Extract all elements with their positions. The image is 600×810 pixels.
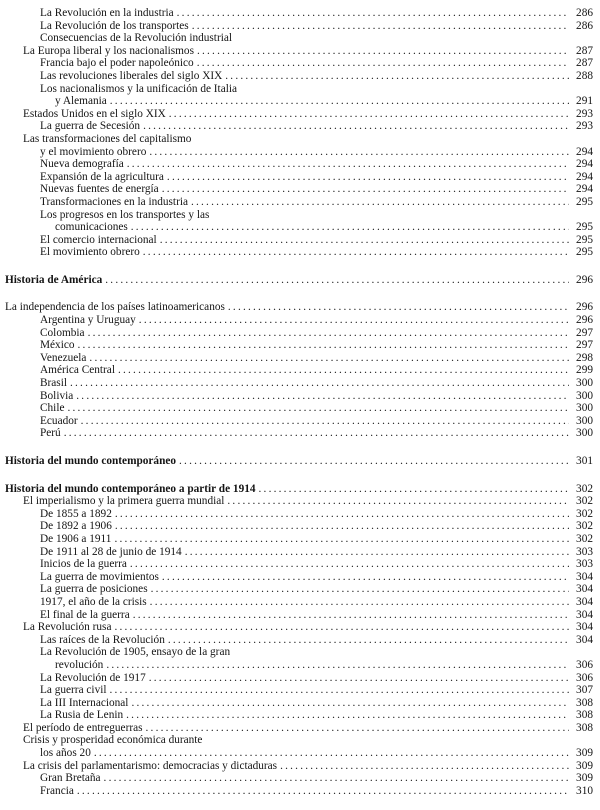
toc-entry-title: El final de la guerra bbox=[40, 608, 130, 621]
dot-leader bbox=[168, 634, 569, 647]
toc-entry-page: 294 bbox=[576, 158, 593, 171]
toc-entry-page: 293 bbox=[576, 107, 593, 120]
toc-entry bbox=[5, 415, 593, 428]
toc-entry bbox=[5, 558, 593, 571]
toc-entry-page: 303 bbox=[576, 545, 593, 558]
dot-leader bbox=[151, 583, 569, 596]
toc-entry bbox=[5, 659, 593, 672]
toc-entry bbox=[5, 427, 593, 440]
toc-entry-page: 304 bbox=[576, 633, 593, 646]
toc-entry bbox=[5, 596, 593, 609]
toc-entry bbox=[5, 146, 593, 159]
dot-leader bbox=[89, 352, 569, 365]
toc-entry-page: 308 bbox=[576, 709, 593, 722]
toc-entry bbox=[5, 609, 593, 622]
toc-entry bbox=[5, 684, 593, 697]
toc-entry bbox=[5, 621, 593, 634]
toc-entry bbox=[5, 772, 593, 785]
toc-entry-title: La Revolución rusa bbox=[23, 621, 112, 634]
toc-entry bbox=[5, 32, 593, 45]
toc-entry-title: 1917, el año de la crisis bbox=[40, 595, 147, 608]
dot-leader bbox=[191, 196, 569, 209]
toc-entry-page: 302 bbox=[576, 532, 593, 545]
dot-leader bbox=[104, 772, 569, 785]
toc-entry-title: Nueva demografía bbox=[40, 158, 124, 171]
toc-entry-title: El movimiento obrero bbox=[40, 246, 140, 259]
toc-entry bbox=[5, 785, 593, 798]
dot-leader bbox=[114, 621, 569, 634]
toc-entry-page: 295 bbox=[576, 195, 593, 208]
dot-leader bbox=[160, 234, 569, 247]
toc-entry bbox=[5, 734, 593, 747]
dot-leader bbox=[179, 455, 569, 468]
dot-leader bbox=[228, 301, 569, 314]
toc-entry-page: 309 bbox=[576, 759, 593, 772]
dot-leader bbox=[130, 558, 569, 571]
toc-entry-page: 286 bbox=[576, 7, 593, 19]
toc-entry bbox=[5, 483, 593, 496]
toc-entry-title: Historia de América bbox=[5, 273, 103, 286]
toc-entry bbox=[5, 95, 593, 108]
toc-entry-page: 291 bbox=[576, 95, 593, 108]
toc-entry bbox=[5, 246, 593, 259]
toc-entry-page: 300 bbox=[576, 377, 593, 390]
toc-entry-title: De 1892 a 1906 bbox=[40, 520, 112, 533]
toc-entry-title: La independencia de los países latinoamericanos bbox=[5, 301, 225, 314]
toc-entry bbox=[5, 183, 593, 196]
toc-entry-title: Ecuador bbox=[40, 414, 78, 427]
toc-entry-page: 307 bbox=[576, 684, 593, 697]
toc-entry-page: 304 bbox=[576, 570, 593, 583]
dot-leader bbox=[126, 709, 569, 722]
toc-entry bbox=[5, 339, 593, 352]
toc-entry bbox=[5, 709, 593, 722]
toc-entry bbox=[5, 352, 593, 365]
toc-entry bbox=[5, 83, 593, 96]
dot-leader bbox=[197, 45, 569, 58]
toc-entry-page: 308 bbox=[576, 721, 593, 734]
toc-entry bbox=[5, 108, 593, 121]
dot-leader bbox=[70, 377, 569, 390]
toc-entry-page: 308 bbox=[576, 696, 593, 709]
toc-entry-page: 302 bbox=[576, 507, 593, 520]
dot-leader bbox=[143, 246, 569, 259]
dot-leader bbox=[77, 785, 569, 798]
toc-entry-title: Gran Bretaña bbox=[40, 772, 101, 785]
toc-entry-title: Francia bajo el poder napoleónico bbox=[40, 57, 194, 70]
dot-leader bbox=[110, 684, 570, 697]
toc-entry-title: Las transformaciones del capitalismo bbox=[23, 132, 192, 145]
toc-entry-title: Historia del mundo contemporáneo a partir de 1914 bbox=[5, 482, 256, 495]
toc-entry-title: Consecuencias de la Revolución industrial bbox=[40, 32, 232, 45]
toc-entry bbox=[5, 646, 593, 659]
toc-entry-page: 300 bbox=[576, 414, 593, 427]
toc-entry bbox=[5, 634, 593, 647]
toc-entry-title: Expansión de la agricultura bbox=[40, 170, 164, 183]
dot-leader bbox=[146, 722, 569, 735]
toc-entry-title: La crisis del parlamentarismo: democracias y dictaduras bbox=[23, 759, 278, 772]
toc-entry-title: Chile bbox=[40, 402, 65, 415]
toc-entry-page: 304 bbox=[576, 608, 593, 621]
dot-leader bbox=[139, 314, 569, 327]
toc-entry-page: 300 bbox=[576, 427, 593, 440]
toc-entry-page: 310 bbox=[576, 784, 593, 797]
toc-entry bbox=[5, 495, 593, 508]
toc-entry-title: Estados Unidos en el siglo XIX bbox=[23, 107, 166, 120]
toc-entry-title: Inicios de la guerra bbox=[40, 558, 127, 571]
dot-leader bbox=[177, 7, 569, 20]
toc-entry-title: Los progresos en los transportes y las bbox=[40, 208, 210, 221]
dot-leader bbox=[225, 70, 569, 83]
toc-entry bbox=[5, 158, 593, 171]
toc-entry-page: 298 bbox=[576, 351, 593, 364]
dot-leader bbox=[227, 495, 569, 508]
toc-entry-title: Colombia bbox=[40, 326, 85, 339]
toc-entry-title: Crisis y prosperidad económica durante bbox=[23, 734, 203, 747]
dot-leader bbox=[131, 221, 569, 234]
toc-entry-page: 293 bbox=[576, 120, 593, 133]
toc-entry bbox=[5, 327, 593, 340]
dot-leader bbox=[81, 415, 569, 428]
toc-entry-title: La Revolución de 1917 bbox=[40, 671, 146, 684]
toc-entry-title: Historia del mundo contemporáneo bbox=[5, 455, 177, 467]
dot-leader bbox=[127, 158, 569, 171]
toc-entry bbox=[5, 70, 593, 83]
toc-entry bbox=[5, 520, 593, 533]
toc-entry-title: América Central bbox=[40, 364, 115, 377]
dot-leader bbox=[115, 520, 569, 533]
toc-entry-page: 303 bbox=[576, 558, 593, 571]
toc-entry-page: 287 bbox=[576, 57, 593, 70]
toc-entry bbox=[5, 120, 593, 133]
toc-entry-page: 295 bbox=[576, 233, 593, 246]
toc-entry bbox=[5, 234, 593, 247]
toc-entry-title: Argentina y Uruguay bbox=[40, 314, 136, 327]
dot-leader bbox=[259, 483, 569, 496]
toc-entry-page: 297 bbox=[576, 326, 593, 339]
dot-leader bbox=[150, 596, 569, 609]
toc-entry-title: México bbox=[40, 339, 75, 352]
toc-entry-title: Las revoluciones liberales del siglo XIX bbox=[40, 69, 223, 82]
toc-entry-title: La Revolución en la industria bbox=[40, 7, 174, 19]
toc-entry bbox=[5, 314, 593, 327]
dot-leader bbox=[105, 274, 569, 287]
toc-entry-title: Venezuela bbox=[40, 351, 87, 364]
toc-entry-title: La guerra de Secesión bbox=[40, 120, 141, 133]
toc-entry-title: El período de entreguerras bbox=[23, 721, 143, 734]
toc-entry bbox=[5, 672, 593, 685]
dot-leader bbox=[162, 571, 569, 584]
dot-leader bbox=[167, 171, 569, 184]
dot-leader bbox=[106, 659, 569, 672]
toc-entry-title: La III Internacional bbox=[40, 696, 129, 709]
toc-entry-page: 297 bbox=[576, 339, 593, 352]
toc-entry bbox=[5, 722, 593, 735]
toc-entry-page: 309 bbox=[576, 747, 593, 760]
dot-leader bbox=[76, 390, 569, 403]
dot-leader bbox=[169, 108, 569, 121]
dot-leader bbox=[133, 609, 569, 622]
toc-entry-title: revolución bbox=[55, 658, 104, 671]
toc-entry-title: La guerra de posiciones bbox=[40, 583, 148, 596]
toc-entry-title: Francia bbox=[40, 784, 74, 797]
toc-entry-title: La Rusia de Lenin bbox=[40, 709, 124, 722]
dot-leader bbox=[149, 672, 569, 685]
toc-entry-page: 304 bbox=[576, 595, 593, 608]
toc-entry-title: los años 20 bbox=[40, 747, 91, 760]
toc-entry-page: 295 bbox=[576, 246, 593, 259]
toc-entry-page: 301 bbox=[576, 455, 593, 467]
toc-entry-page: 304 bbox=[576, 621, 593, 634]
toc-entry bbox=[5, 20, 593, 33]
toc-entry bbox=[5, 301, 593, 314]
toc-entry bbox=[5, 57, 593, 70]
toc-entry bbox=[5, 508, 593, 521]
toc-entry bbox=[5, 171, 593, 184]
toc-entry-title: De 1911 al 28 de junio de 1914 bbox=[40, 545, 182, 558]
dot-leader bbox=[88, 327, 569, 340]
toc-entry-page: 287 bbox=[576, 44, 593, 57]
toc-entry-title: Los nacionalismos y la unificación de Italia bbox=[40, 82, 238, 95]
toc-entry bbox=[5, 697, 593, 710]
toc-entry-page: 302 bbox=[576, 482, 593, 495]
section-gap bbox=[5, 286, 593, 301]
toc-entry-page: 306 bbox=[576, 658, 593, 671]
dot-leader bbox=[185, 546, 569, 559]
toc-entry-title: La guerra civil bbox=[40, 684, 107, 697]
toc-entry bbox=[5, 583, 593, 596]
toc-entry-title: y Alemania bbox=[55, 95, 107, 108]
dot-leader bbox=[118, 364, 569, 377]
toc-entry bbox=[5, 7, 593, 20]
toc-entry bbox=[5, 133, 593, 146]
toc-entry bbox=[5, 571, 593, 584]
dot-leader bbox=[78, 339, 569, 352]
toc-entry-page: 286 bbox=[576, 19, 593, 32]
toc-entry bbox=[5, 364, 593, 377]
toc-entry-title: Nuevas fuentes de energía bbox=[40, 183, 159, 196]
dot-leader bbox=[64, 427, 569, 440]
dot-leader bbox=[110, 95, 569, 108]
dot-leader bbox=[131, 697, 569, 710]
toc-entry-title: comunicaciones bbox=[55, 221, 128, 234]
toc-entry-title: Bolivia bbox=[40, 389, 74, 402]
toc-entry-page: 299 bbox=[576, 364, 593, 377]
toc-entry-title: De 1906 a 1911 bbox=[40, 532, 112, 545]
section-gap bbox=[5, 468, 593, 483]
toc-entry bbox=[5, 533, 593, 546]
toc-entry-title: De 1855 a 1892 bbox=[40, 507, 112, 520]
toc-entry-title: y el movimiento obrero bbox=[40, 145, 147, 158]
dot-leader bbox=[280, 760, 569, 773]
toc-entry-title: La guerra de movimientos bbox=[40, 570, 159, 583]
toc-entry bbox=[5, 760, 593, 773]
dot-leader bbox=[115, 508, 569, 521]
dot-leader bbox=[192, 20, 569, 33]
toc-entry-page: 296 bbox=[576, 301, 593, 314]
dot-leader bbox=[94, 747, 569, 760]
toc-entry-title: Transformaciones en la industria bbox=[40, 195, 188, 208]
toc-entry bbox=[5, 747, 593, 760]
toc-entry-page: 296 bbox=[576, 314, 593, 327]
toc-entry-page: 295 bbox=[576, 221, 593, 234]
toc-entry-page: 304 bbox=[576, 583, 593, 596]
toc-entry-page: 294 bbox=[576, 145, 593, 158]
section-gap bbox=[5, 440, 593, 455]
toc-entry bbox=[5, 377, 593, 390]
toc-entry bbox=[5, 390, 593, 403]
dot-leader bbox=[143, 120, 569, 133]
dot-leader bbox=[197, 57, 569, 70]
toc-entry-title: El comercio internacional bbox=[40, 233, 157, 246]
toc-entry-title: La Europa liberal y los nacionalismos bbox=[23, 44, 194, 57]
toc-entry-title: Brasil bbox=[40, 377, 67, 390]
toc-entry-page: 306 bbox=[576, 671, 593, 684]
toc-entry-title: Perú bbox=[40, 427, 61, 440]
toc-list bbox=[5, 7, 593, 797]
toc-entry-page: 294 bbox=[576, 183, 593, 196]
toc-entry-title: Las raíces de la Revolución bbox=[40, 633, 165, 646]
toc-entry bbox=[5, 274, 593, 287]
toc-entry-page: 302 bbox=[576, 520, 593, 533]
toc-entry-title: El imperialismo y la primera guerra mundial bbox=[23, 495, 225, 508]
toc-entry bbox=[5, 455, 593, 468]
toc-entry-page: 302 bbox=[576, 495, 593, 508]
dot-leader bbox=[114, 533, 569, 546]
dot-leader bbox=[67, 402, 569, 415]
toc-entry-page: 288 bbox=[576, 69, 593, 82]
toc-entry-page: 309 bbox=[576, 772, 593, 785]
toc-entry bbox=[5, 546, 593, 559]
toc-entry-title: La Revolución de 1905, ensayo de la gran bbox=[40, 646, 231, 659]
toc-entry-page: 294 bbox=[576, 170, 593, 183]
toc-entry-page: 296 bbox=[576, 273, 593, 286]
toc-entry-page: 300 bbox=[576, 402, 593, 415]
toc-entry bbox=[5, 221, 593, 234]
dot-leader bbox=[149, 146, 569, 159]
toc-entry bbox=[5, 209, 593, 222]
toc-entry bbox=[5, 196, 593, 209]
toc-entry bbox=[5, 45, 593, 58]
section-gap bbox=[5, 259, 593, 274]
toc-entry bbox=[5, 402, 593, 415]
toc-entry-title: La Revolución de los transportes bbox=[40, 19, 189, 32]
dot-leader bbox=[162, 183, 569, 196]
toc-entry-page: 300 bbox=[576, 389, 593, 402]
